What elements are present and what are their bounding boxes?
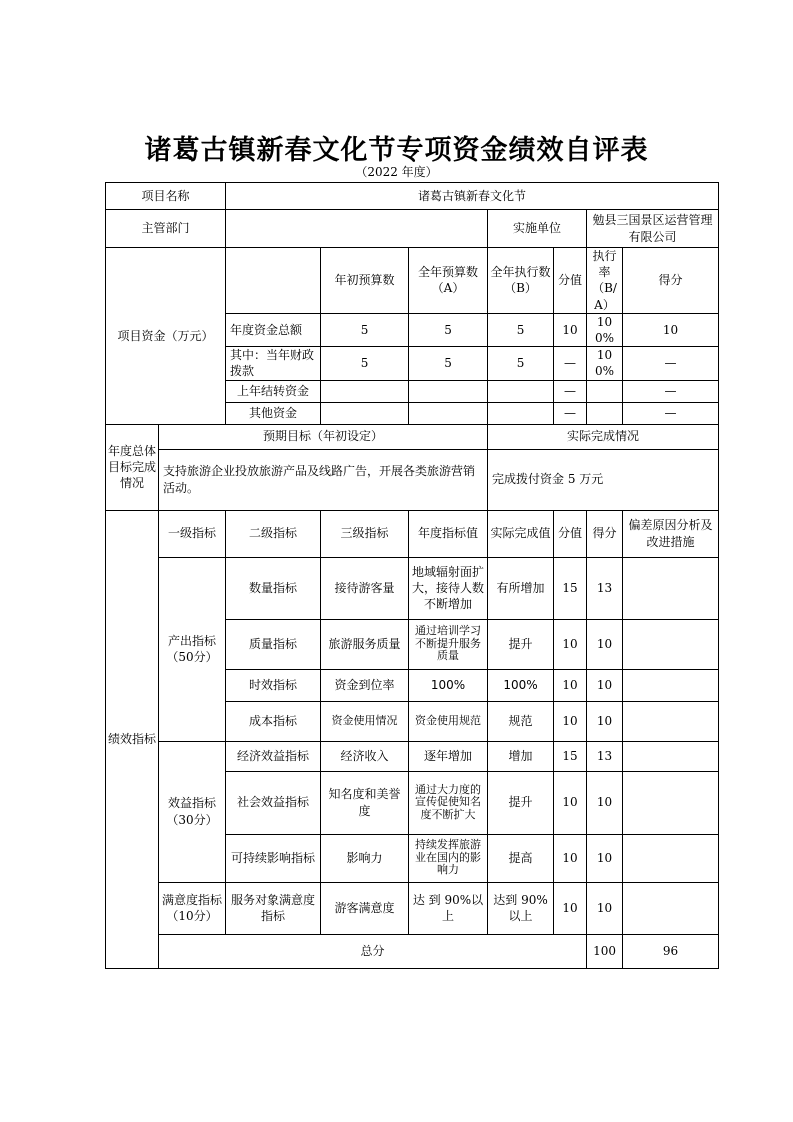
funds-row-name: 年度资金总额 [226, 313, 321, 346]
funds-row-score: 10 [623, 313, 719, 346]
perf-level3: 影响力 [321, 834, 409, 882]
perf-score: 10 [587, 882, 623, 934]
funds-label: 项目资金（万元） [106, 248, 226, 425]
perf-group-benefit: 效益指标（30分） [159, 741, 226, 882]
funds-row-initial [321, 380, 409, 402]
perf-target: 100% [409, 669, 488, 701]
funds-header-rate: 执行率（B/A） [587, 248, 623, 314]
perf-score-value: 10 [554, 619, 587, 669]
project-name-value: 诸葛古镇新春文化节 [226, 183, 719, 210]
perf-level3: 经济收入 [321, 741, 409, 771]
perf-row [106, 882, 719, 934]
perf-actual: 提升 [488, 619, 554, 669]
funds-row-annual [409, 402, 488, 424]
funds-header-executed: 全年执行数（B） [488, 248, 554, 314]
perf-remark [623, 882, 719, 934]
perf-level3: 知名度和美誉度 [321, 771, 409, 834]
perf-score: 13 [587, 741, 623, 771]
goals-content-row [106, 449, 719, 510]
perf-score-value: 10 [554, 834, 587, 882]
perf-actual: 提高 [488, 834, 554, 882]
perf-header-level1: 一级指标 [159, 510, 226, 557]
perf-remark [623, 669, 719, 701]
perf-target: 通过大力度的宣传促使知名度不断扩大 [409, 771, 488, 834]
funds-row-executed: 5 [488, 347, 554, 380]
perf-row [106, 741, 719, 771]
funds-row-rate [587, 402, 623, 424]
perf-level3: 资金到位率 [321, 669, 409, 701]
perf-actual: 有所增加 [488, 557, 554, 619]
perf-score-value: 15 [554, 557, 587, 619]
perf-score: 13 [587, 557, 623, 619]
perf-score: 10 [587, 834, 623, 882]
perf-actual: 增加 [488, 741, 554, 771]
funds-header-score-value: 分值 [554, 248, 587, 314]
goals-expected-text: 支持旅游企业投放旅游产品及线路广告，开展各类旅游营销活动。 [159, 449, 488, 510]
funds-row-executed [488, 402, 554, 424]
perf-header-remark: 偏差原因分析及改进措施 [623, 510, 719, 557]
funds-row-name: 其他资金 [226, 402, 321, 424]
perf-remark [623, 771, 719, 834]
perf-target: 逐年增加 [409, 741, 488, 771]
funds-row-annual: 5 [409, 313, 488, 346]
funds-row-executed [488, 380, 554, 402]
page-title: 诸葛古镇新春文化节专项资金绩效自评表 [144, 135, 649, 166]
goals-label: 年度总体目标完成情况 [106, 424, 159, 510]
perf-row [106, 557, 719, 619]
performance-header-row [106, 510, 719, 557]
perf-level3: 旅游服务质量 [321, 619, 409, 669]
perf-actual: 100% [488, 669, 554, 701]
perf-actual: 达到 90%以上 [488, 882, 554, 934]
funds-row-initial: 5 [321, 347, 409, 380]
perf-level3: 资金使用情况 [321, 701, 409, 741]
evaluation-table [105, 182, 719, 969]
goals-actual-text: 完成拨付资金 5 万元 [488, 449, 719, 510]
funds-header-row [106, 248, 719, 314]
perf-target: 资金使用规范 [409, 701, 488, 741]
perf-remark [623, 701, 719, 741]
department-label: 主管部门 [106, 210, 226, 248]
performance-label: 绩效指标 [106, 510, 159, 968]
funds-header-annual: 全年预算数（A） [409, 248, 488, 314]
goals-expected-header: 预期目标（年初设定） [159, 424, 488, 449]
total-row [106, 934, 719, 968]
perf-level3: 接待游客量 [321, 557, 409, 619]
funds-header-initial: 年初预算数 [321, 248, 409, 314]
perf-target: 持续发挥旅游业在国内的影响力 [409, 834, 488, 882]
funds-row-score: — [623, 402, 719, 424]
year-subtitle: （2022 年度） [355, 165, 438, 179]
funds-row-score: — [623, 380, 719, 402]
funds-row-rate: 100% [587, 347, 623, 380]
perf-score-value: 15 [554, 741, 587, 771]
funds-header-score: 得分 [623, 248, 719, 314]
perf-remark [623, 557, 719, 619]
perf-score: 10 [587, 619, 623, 669]
implementer-value: 勉县三国景区运营管理有限公司 [587, 210, 719, 248]
perf-actual: 规范 [488, 701, 554, 741]
funds-row-score-value: — [554, 402, 587, 424]
funds-header-blank [226, 248, 321, 314]
perf-header-score: 得分 [587, 510, 623, 557]
perf-group-satisfaction: 满意度指标（10分） [159, 882, 226, 934]
goals-actual-header: 实际完成情况 [488, 424, 719, 449]
perf-level2: 质量指标 [226, 619, 321, 669]
funds-row-score-value: 10 [554, 313, 587, 346]
perf-header-actual: 实际完成值 [488, 510, 554, 557]
funds-row-score: — [623, 347, 719, 380]
funds-row-executed: 5 [488, 313, 554, 346]
perf-score-value: 10 [554, 669, 587, 701]
perf-header-level3: 三级指标 [321, 510, 409, 557]
perf-level2: 社会效益指标 [226, 771, 321, 834]
perf-header-score-value: 分值 [554, 510, 587, 557]
funds-row-name: 上年结转资金 [226, 380, 321, 402]
perf-score: 10 [587, 701, 623, 741]
total-score: 96 [623, 934, 719, 968]
funds-row-initial: 5 [321, 313, 409, 346]
perf-level2: 数量指标 [226, 557, 321, 619]
perf-group-output: 产出指标（50分） [159, 557, 226, 741]
perf-actual: 提升 [488, 771, 554, 834]
funds-row-score-value: — [554, 380, 587, 402]
perf-level2: 成本指标 [226, 701, 321, 741]
funds-row-score-value: — [554, 347, 587, 380]
project-name-row [106, 183, 719, 210]
perf-level2: 可持续影响指标 [226, 834, 321, 882]
perf-header-target: 年度指标值 [409, 510, 488, 557]
perf-score-value: 10 [554, 882, 587, 934]
goals-header-row [106, 424, 719, 449]
funds-row-initial [321, 402, 409, 424]
perf-score-value: 10 [554, 771, 587, 834]
funds-row-annual: 5 [409, 347, 488, 380]
perf-target: 地域辐射面扩大，接待人数不断增加 [409, 557, 488, 619]
perf-remark [623, 741, 719, 771]
funds-row-name: 其中：当年财政拨款 [226, 347, 321, 380]
perf-score: 10 [587, 669, 623, 701]
funds-row-rate: 100% [587, 313, 623, 346]
perf-level2: 时效指标 [226, 669, 321, 701]
perf-target: 通过培训学习不断提升服务质量 [409, 619, 488, 669]
implementer-label: 实施单位 [488, 210, 587, 248]
department-row [106, 210, 719, 248]
funds-row-rate [587, 380, 623, 402]
perf-header-level2: 二级指标 [226, 510, 321, 557]
perf-level2: 服务对象满意度指标 [226, 882, 321, 934]
total-label: 总分 [159, 934, 587, 968]
perf-level3: 游客满意度 [321, 882, 409, 934]
perf-score: 10 [587, 771, 623, 834]
perf-remark [623, 619, 719, 669]
perf-score-value: 10 [554, 701, 587, 741]
total-score-value: 100 [587, 934, 623, 968]
perf-level2: 经济效益指标 [226, 741, 321, 771]
funds-row-annual [409, 380, 488, 402]
project-name-label: 项目名称 [106, 183, 226, 210]
perf-target: 达 到 90%以上 [409, 882, 488, 934]
department-value [226, 210, 488, 248]
perf-remark [623, 834, 719, 882]
